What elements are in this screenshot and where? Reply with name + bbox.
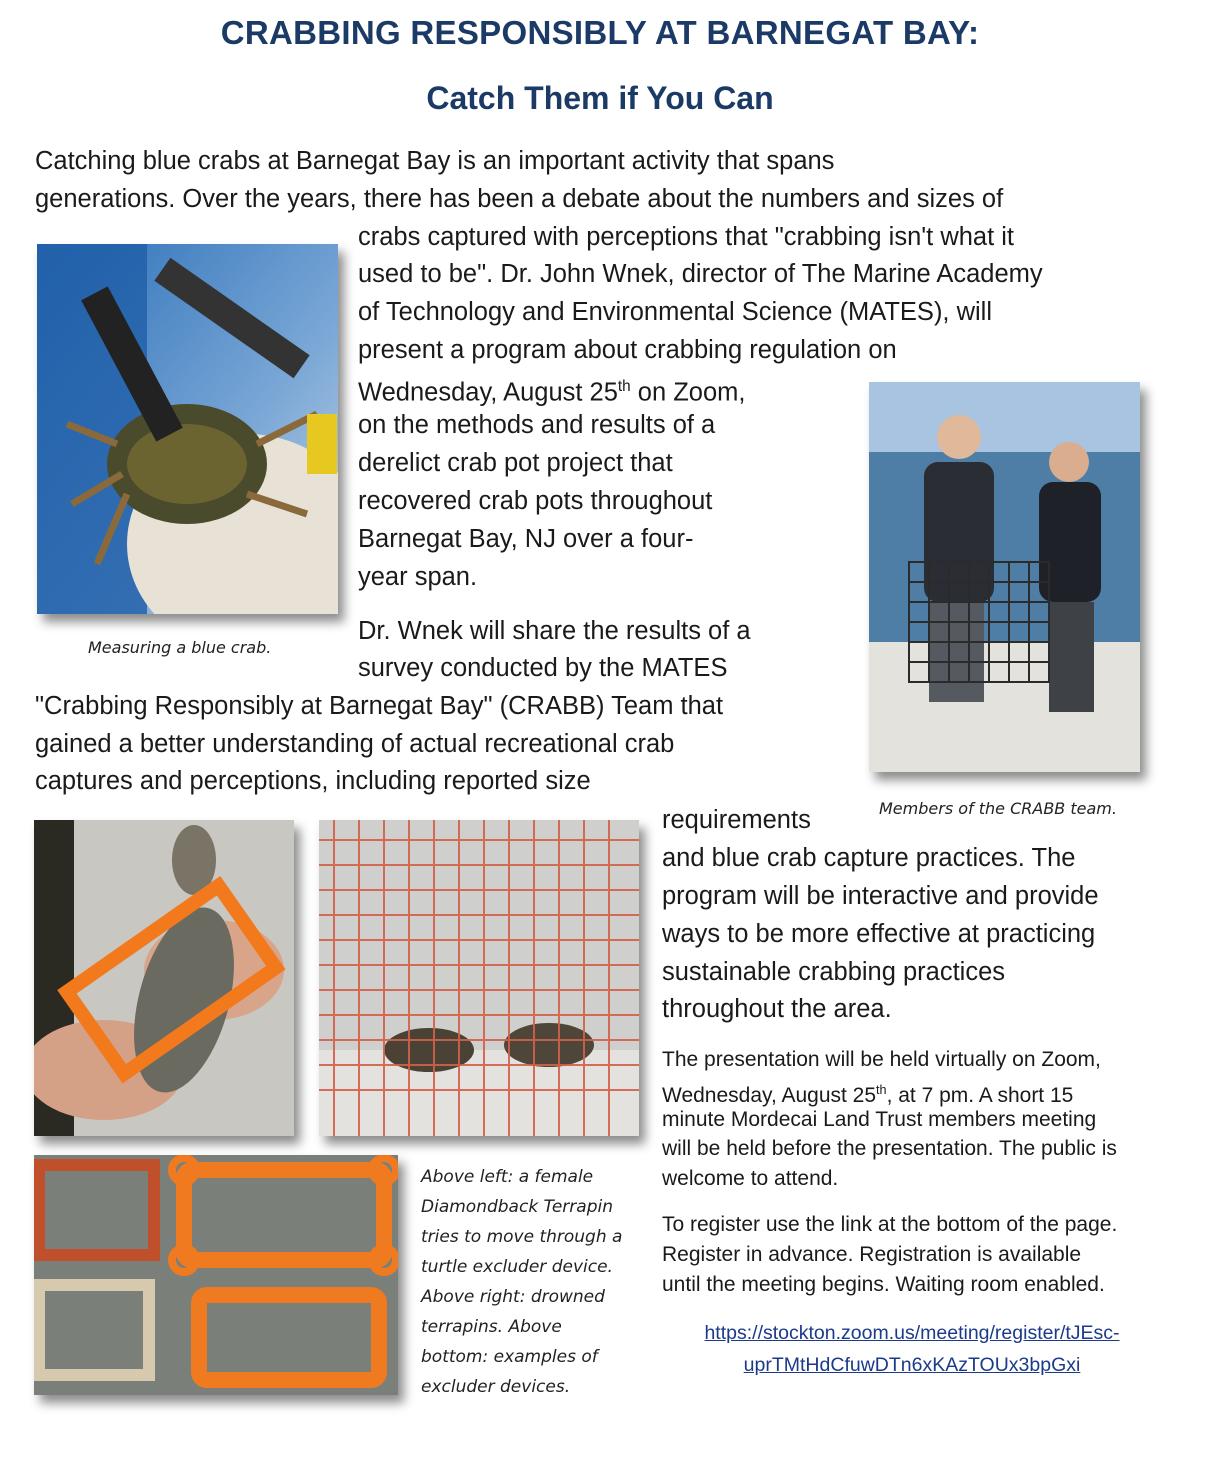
devices-caption-line: turtle excluder device.: [421, 1257, 613, 1277]
team-photo: [869, 382, 1140, 772]
devices-caption-line: excluder devices.: [421, 1377, 571, 1397]
register-link-line1[interactable]: https://stockton.zoom.us/meeting/register/tJEsc-: [704, 1322, 1120, 1344]
devices-caption-line: terrapins. Above: [421, 1317, 562, 1337]
body-line: present a program about crabbing regulation on: [358, 336, 897, 364]
excluder-devices-photo: [34, 1155, 398, 1395]
body-line: Barnegat Bay, NJ over a four-: [358, 525, 694, 553]
event-line: will be held before the presentation. The public is: [662, 1137, 1117, 1160]
devices-caption-line: bottom: examples of: [421, 1347, 598, 1367]
body-line: used to be". Dr. John Wnek, director of The Marine Academy: [358, 260, 1043, 288]
body-line: "Crabbing Responsibly at Barnegat Bay" (CRABB) Team that: [35, 692, 724, 720]
body-line: on the methods and results of a: [358, 411, 716, 439]
body-line: Catching blue crabs at Barnegat Bay is an important activity that spans: [35, 147, 835, 175]
body-line: sustainable crabbing practices: [662, 958, 1006, 986]
page-title: CRABBING RESPONSIBLY AT BARNEGAT BAY:: [220, 14, 980, 51]
team-photo-caption: Members of the CRABB team.: [879, 799, 1117, 818]
devices-caption-line: Above left: a female: [421, 1167, 594, 1187]
body-line: year span.: [358, 563, 478, 591]
body-line: requirements: [662, 806, 811, 834]
devices-caption-line: Diamondback Terrapin: [421, 1197, 613, 1217]
event-line: minute Mordecai Land Trust members meeting: [662, 1108, 1097, 1131]
crab-measuring-photo: [37, 244, 338, 614]
register-line: until the meeting begins. Waiting room enabled.: [662, 1273, 1105, 1296]
body-line: and blue crab capture practices. The: [662, 844, 1076, 872]
body-line: derelict crab pot project that: [358, 449, 673, 477]
devices-caption-line: tries to move through a: [421, 1227, 623, 1247]
register-link-line2[interactable]: uprTMtHdCfuwDTn6xKAzTOUx3bpGxi: [743, 1354, 1081, 1376]
body-date-line: Wednesday, August 25th on Zoom,: [358, 378, 746, 407]
event-line: welcome to attend.: [662, 1167, 839, 1190]
body-line: gained a better understanding of actual recreational crab: [35, 730, 675, 758]
drowned-terrapins-photo: [319, 820, 639, 1136]
body-line: Dr. Wnek will share the results of a: [358, 617, 751, 645]
event-line: The presentation will be held virtually on Zoom,: [662, 1048, 1101, 1071]
body-line: generations. Over the years, there has been a debate about the numbers and sizes of: [35, 185, 1004, 213]
register-line: Register in advance. Registration is available: [662, 1243, 1082, 1266]
body-line: throughout the area.: [662, 995, 892, 1023]
body-line: ways to be more effective at practicing: [662, 920, 1096, 948]
terrapin-excluder-photo: [34, 820, 294, 1136]
event-date-line: Wednesday, August 25th, at 7 pm. A short 15: [662, 1083, 1074, 1107]
body-line: recovered crab pots throughout: [358, 487, 713, 515]
body-line: survey conducted by the MATES: [358, 654, 728, 682]
crab-photo-caption: Measuring a blue crab.: [88, 638, 272, 657]
register-line: To register use the link at the bottom of the page.: [662, 1213, 1118, 1236]
body-line: program will be interactive and provide: [662, 882, 1099, 910]
body-line: crabs captured with perceptions that "crabbing isn't what it: [358, 223, 1015, 251]
page-subtitle: Catch Them if You Can: [426, 80, 774, 116]
body-line: captures and perceptions, including reported size: [35, 767, 591, 795]
body-line: of Technology and Environmental Science (MATES), will: [358, 298, 993, 326]
devices-caption-line: Above right: drowned: [421, 1287, 605, 1307]
